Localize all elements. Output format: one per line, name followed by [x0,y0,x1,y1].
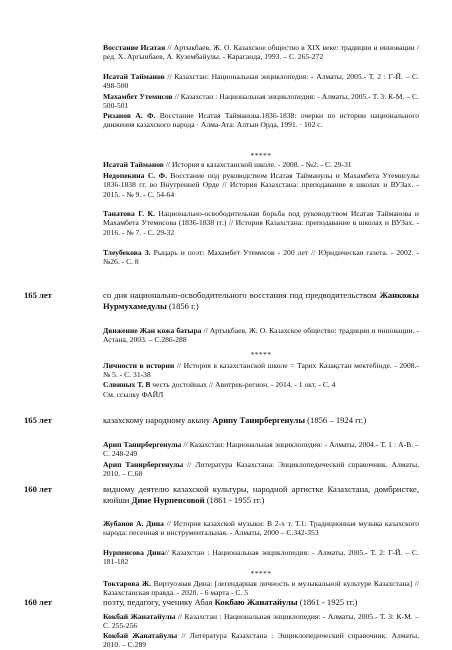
reference-item: Личности в истории // История в казахстанской школе = Тарих Казақстан мектебінде. - 2008.- № 5. - С. 31-38 [103,361,420,380]
anniversary-text: казахскому народному акыну Арипу Танирбергенулы (1856 – 1924 гг.) [103,415,367,425]
reference-item: Тлеубекова З. Рыцарь и поэт: Махамбет Утемисов - 200 лет // Юридическая газета. - 2002. - №26. - С. 8 [103,248,420,267]
reference-item: Токтарова Ж. Виртуозная Дина: [легендарная личность в музыкальной культуре Казахстана] // Казахстанская правда. - 2020. - 6 марта - С. 5 [103,579,419,598]
reference-item: Недопекина С. Ф. Восстание под руководством Исатая Тайманулы и Махамбета Утемисулы 1836-1838 гг. во Внутренней Орде // История Казахстана: преподавание в школах и ВУЗах. - 2015. - № 9. - С. 54-64 [103,171,419,199]
anniversary-years: 160 лет [24,597,52,607]
reference-item: Ризанов А. Ф. Восстание Исатая Тайманова.1836-1838: очерки по истории национального движения казахского народа · Алма-Ата: Алтын Орда, 1991. · 102 с. [103,111,419,130]
reference-item: Кокбай Жанатайулы // Казахстан : Национальная энциклопедия: - Алматы, 2005.- Т. 3: К-М. – С. 255-256 [103,612,419,631]
reference-item: Махамбет Утемисов // Казахстан : Национальная энциклопедия: - Алматы, 2005.- Т. 3: К-М. – С. 500-501 [103,92,419,111]
reference-item: Исатай Тайманов // Казахстан: Национальная энциклопедия: - Алматы, 2005.- Т. 2 : Г-Й. – С. 498-500 [103,72,420,91]
anniversary-text: поэту, педагогу, ученику Абая Кокбаю Жанатайулы (1861 - 1925 гг.) [103,597,358,607]
anniversary-years: 165 лет [24,290,52,300]
separator-stars: ***** [250,569,272,578]
anniversary-text: видному деятелю казахской культуры, народной артистке Казахстана, домбристке, кюйши Дине Нурпеисовой (1861 - 1955 гг.) [103,484,419,505]
anniversary-text: со дня национально-освободительного восстания под предводительством Жанкожы Нурмухамедулы (1856 г.) [103,290,419,311]
anniversary-years: 165 лет [24,415,52,425]
reference-item: Танатова Г. К. Национально-освободительная борьба под руководством Исатая Тайманова и Махамбета Утемисова (1836-1838 гг.) // История Казахстана: преподавание в школах и ВУЗах. - 2016. - № 7. - С. 29-32 [103,209,419,237]
reference-item: Арип Танирбергенулы // Литература Казахстана: Энциклопедический справочник. Алматы, 2010. – С.68 [103,460,420,479]
reference-item: Арип Танирбергенулы // Казахстан: Национальная энциклопедия: - Алматы, 2004.- Т. 1 : А-В. – С. 248-249 [103,440,419,459]
reference-item: Исатай Тайманов // История в казахстанской школе. - 2008. - №2. - С. 29-31 [103,160,352,169]
separator-stars: ***** [250,151,272,160]
reference-item: Кокбай Жанатайулы // Литература Казахстана : Энциклопедический справочник. Алматы, 2010. – С.289 [103,631,419,650]
reference-item: Нурпеисова Дина// Казахстан : Национальная энциклопедия: - Алматы, 2005.- Т. 2: Г-Й. – С. 181-182 [103,548,419,567]
see-file-link[interactable]: См. ссылку ФАЙЛ [103,390,164,399]
reference-item: Жубанов А. Дина // История казахской музыки: В 2-х т. Т.1: Традиционная музыка казахского народа: песенная и инструментальная. - Алматы, 2000 – С.342-353 [103,519,419,538]
separator-stars: ***** [250,350,272,359]
anniversary-years: 160 лет [24,484,52,494]
reference-item: Слвиных Т. В честь достойных // Авитрек-регион. - 2014. - 1 окт. - С. 4 [103,380,336,389]
reference-item: Движение Жан кожа батыра // Артыкбаев, Ж. О. Казахское общество: традиции и инновации. - Астана, 2003. – С.286-288 [103,326,419,345]
reference-item: Восстание Исатая // Артыкбаев, Ж. О. Казахское общество в XIX веке: традиции и инновации / ред. Х. Аргынбаев, А. Кузембайулы. - Караганда, 1993. – С. 265-272 [103,43,420,62]
